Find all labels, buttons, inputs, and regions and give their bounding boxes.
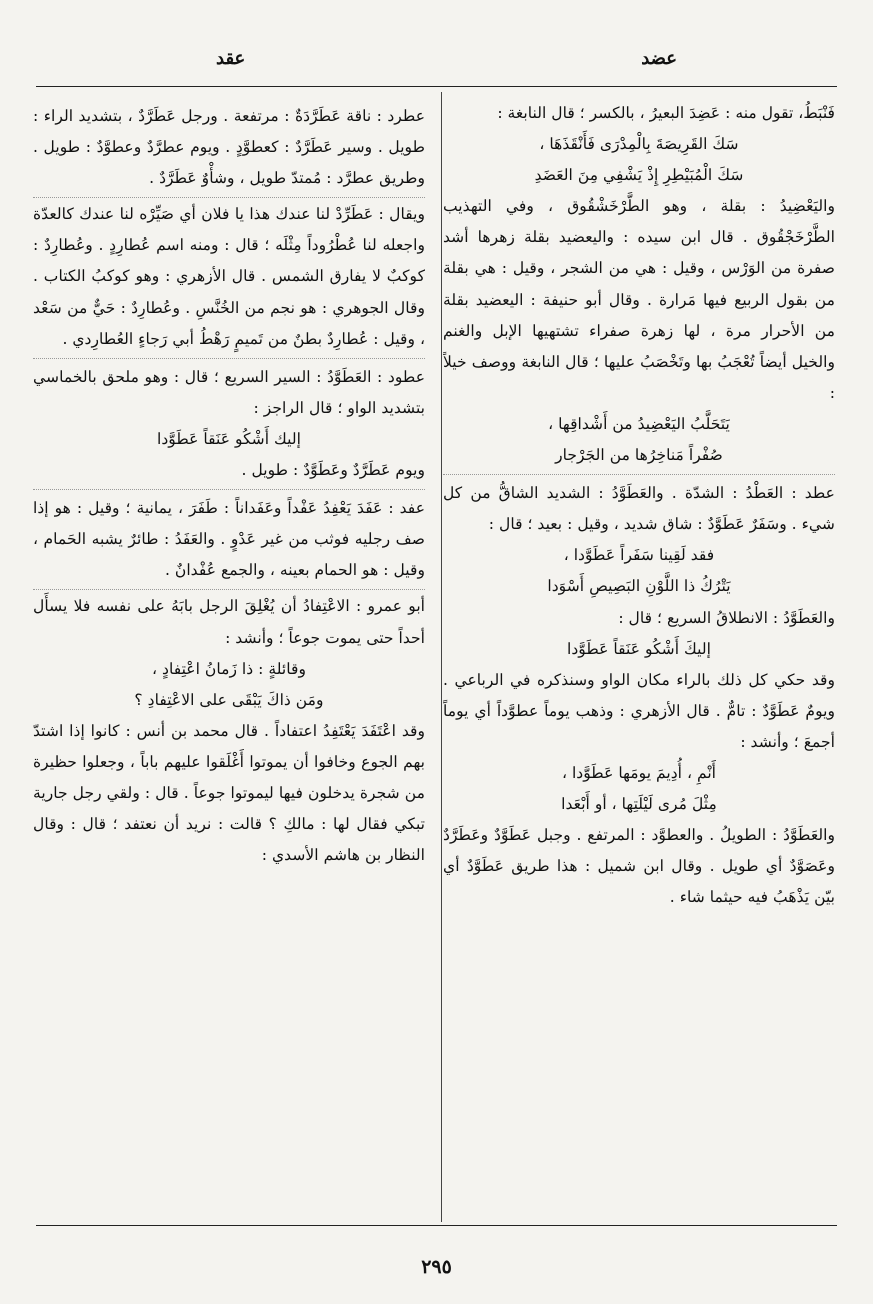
entry-separator xyxy=(443,474,835,475)
right-column xyxy=(443,98,835,1218)
column-divider xyxy=(441,92,442,1222)
entry-text: والعَطَوَّدُ : الانطلاقُ السريع ؛ قال : xyxy=(618,608,835,627)
verse-line: ومَن ذاكَ يَبْقَى على الاعْتِفادِ ؟ xyxy=(134,690,324,709)
entry-text: والعَطَوَّدُ : الطويلُ . والعطوَّد : المرتفع . وجبل عَطَوَّدٌ وعَطَرَّدٌ وعَصَوَّدٌ أي طويل . وقال ابن شميل : هذا طريق عَطَوَّدٌ أي بيّن يَذْهَبُ فيه حيثما شاء . xyxy=(443,826,835,907)
entry-separator xyxy=(33,589,425,590)
page-number: ٢٩٥ xyxy=(421,1256,452,1278)
verse-line: إليك أَشْكُو عَنَقاً عَطَوَّدا xyxy=(157,429,301,448)
verse xyxy=(443,540,835,602)
verse xyxy=(443,129,835,191)
left-column xyxy=(33,98,425,1218)
entry-separator xyxy=(33,489,425,490)
entry-text: ويقال : عَطَرِّدْ لنا عندك هذا يا فلان أي صَيِّرْه لنا عندك كالعدّة واجعله لنا عُطْرُوداً مِثْلَه ؛ قال : ومنه اسم عُطارِدٍ . وعُطارِدٌ : كوكبٌ لا يفارق الشمس . قال الأزهري : وهو كوكبُ الكتاب . وقال الجوهري : هو نجم من الخُنَّسِ . وعُطارِدٌ : حَيٌّ من سَعْد ، وقيل : عُطارِدٌ بطنٌ من تَميمٍ رَهْطُ أبي رَجاءٍ العُطارِدي . xyxy=(33,205,425,348)
verse-line: صُفْراً مَناخِرُها من الجَرْجار xyxy=(555,446,723,465)
entry-text: فَنْبَطُ، تقول منه : عَضِدَ البعيرُ ، بالكسر ؛ قال النابغة : xyxy=(497,104,835,122)
verse-line: فقد لَقِينا سَفَراً عَطَوَّدا ، xyxy=(563,546,715,565)
entry-text: أبو عمرو : الاعْتِفادُ أن يُغْلِقَ الرجل بابَهُ على نفسه فلا يسأَل أحداً حتى يموت جوعاً ؛ وأنشد : xyxy=(33,597,425,647)
entry-text: وقد حكي كل ذلك بالراء مكان الواو وسنذكره في الرباعي . ويومٌ عَطَوَّدٌ : تامٌّ . قال الأزهري : وذهب يوماً عطوَّداً أي يوماً أجمعَ ؛ وأنشد : xyxy=(443,670,835,751)
entry-text: وقد اعْتَفَدَ يَعْتَفِدُ اعتفاداً . قال محمد بن أنس : كانوا إذا اشتدّ بهم الجوع وخافوا أن يموتوا أَغْلَقوا عليهم باباً ، وجعلوا حظيرة من شجرة يدخلون فيها ليموتوا جوعاً . قال : ولقي رجل جارية تبكي فقال لها : مالكِ ؟ قالت : نريد أن نعتفد ؛ قال : وقال النظار بن هاشم الأسدي : xyxy=(33,721,425,865)
header-right-title: عضد xyxy=(641,48,677,69)
verse-line: يَتْرُكُ ذا اللَّوْنِ البَصِيصِ أَسْوَدا xyxy=(547,577,731,596)
entry-text: واليَعْضِيدُ : بقلة ، وهو الطَّرْخَشْقُوق ، وفي التهذيب الطَّرْخَجْقُوق . قال ابن سيده : واليعضيد بقلة زهرها أشد صفرة من الوَرْس ، وقيل : هي من الشجر ، وقيل : هي بقلة من بقول الربيع فيها مَرارة . وقال أبو حنيفة : اليعضيد بقلة من الأحرار مرة ، لها زهرة صفراء تشتهيها الإبل والغنم والخيل أيضاً تُعْجَبُ بها وتَخْصَبُ عليها ؛ قال النابغة ووصف خيلاً : xyxy=(443,197,835,402)
entry-separator xyxy=(33,358,425,359)
entry-atwad: عطود : العَطَوَّدُ : السير السريع ؛ قال : وهو ملحق بالخماسي بتشديد الواو ؛ قال الراجز : xyxy=(33,367,425,417)
entry-atrad: عطرد : ناقة عَطَرَّدَةٌ : مرتفعة . ورجل عَطَرَّدٌ ، بتشديد الراء : طويل . وسير عَطَرَّدٌ : كعطوَّدٍ . ويوم عطرَّدٌ وعطوَّدٌ : طويل . وطريق عطرَّد : مُمتدّ طويل ، وشأْوٌ عَطَرَّدٌ . xyxy=(33,107,425,188)
footer-rule xyxy=(36,1225,837,1226)
verse-line: يَتَحَلَّبُ اليَعْضِيدُ من أَشْداقِها ، xyxy=(548,414,730,433)
entry-atd: عطد : العَطْدُ : الشدّة . والعَطَوَّدُ : الشديد الشاقُّ من كل شيء . وسَفَرٌ عَطَوَّدٌ : شاق شديد ، وقيل : بعيد ؛ قال : xyxy=(443,484,835,534)
entry-text: ويوم عَطَرَّدٌ وعَطَوَّدٌ : طويل . xyxy=(241,461,425,480)
verse-line: وقائلةٍ : ذا زَمانُ اعْتِفادٍ ، xyxy=(152,659,306,678)
verse-line: أَنْمِ ، أُدِيمَ يومَها عَطَوَّدا ، xyxy=(561,763,716,782)
verse-line: سَكَ القَرِيصَةَ بِالْمِدْرَى فَأَنْقَذَهَا ، xyxy=(539,135,739,154)
header-left-title: عقد xyxy=(216,48,246,69)
verse xyxy=(443,758,835,820)
entry-separator xyxy=(33,197,425,198)
page-header xyxy=(36,48,837,78)
verse xyxy=(443,409,835,471)
verse-line: مِثْلَ مُرى لَيْلَتِها ، أو أَبْعَدا xyxy=(561,795,717,814)
entry-afad: عفد : عَفَدَ يَعْفِدُ عَفْداً وعَفَداناً : طَفَرَ ، يمانية ؛ وقيل : هو إذا صف رجليه فوثب من غير عَدْوٍ . والعَفَدُ : طائرٌ يشبه الحَمام ، وقيل : هو الحمام بعينه ، والجمع عُفْدانٌ . xyxy=(33,499,425,580)
verse xyxy=(443,634,835,665)
verse xyxy=(33,654,425,716)
verse xyxy=(33,424,425,455)
header-rule xyxy=(36,86,837,87)
verse-line: سَكَ الْمُبَيْطِرِ إِذْ يَشْفِي مِنَ العَضَدِ xyxy=(534,166,744,185)
verse-line: إليكَ أَشْكُو عَنَقاً عَطَوَّدا xyxy=(567,639,711,658)
